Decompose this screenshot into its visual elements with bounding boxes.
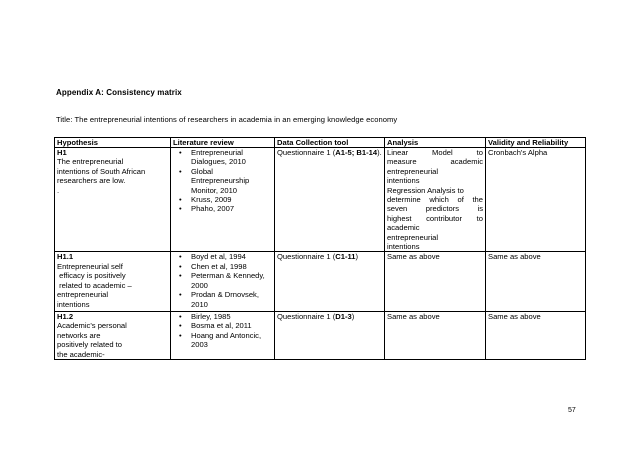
analysis-line: academic [387, 223, 420, 233]
tool-prefix: Questionnaire 1 ( [277, 148, 336, 157]
tool-code: D1-3 [335, 311, 352, 321]
literature-item: • Chen et al, 1998 [179, 262, 272, 271]
analysis-line: Linear Model to [387, 148, 483, 157]
literature-item: • Kruss, 2009 [179, 195, 272, 204]
hypothesis-id: H1.2 [57, 311, 74, 321]
hypothesis-line: entrepreneurial [57, 290, 109, 300]
hypothesis-cell [55, 148, 171, 252]
hypothesis-line: intentions [57, 299, 90, 309]
tool-prefix: Questionnaire 1 ( [277, 252, 336, 262]
validity-cell: Same as above [486, 311, 586, 359]
hypothesis-line: the academic- [57, 349, 105, 359]
validity-cell: Same as above [486, 252, 586, 311]
data-collection-cell [275, 252, 385, 311]
document-subtitle: Title: The entrepreneurial intentions of researchers in academia in an emerging knowledge economy [56, 115, 398, 124]
hypothesis-line: Entrepreneurial self [57, 261, 123, 271]
hypothesis-line: networks are [57, 330, 101, 340]
appendix-heading: Appendix A: Consistency matrix [56, 88, 182, 97]
tool-code: B1-14 [356, 148, 378, 157]
column-header-analysis: Analysis [385, 138, 486, 148]
page-number: 57 [568, 407, 576, 414]
literature-item: • Boyd et al, 1994 [179, 252, 272, 261]
table-header-row [55, 138, 586, 148]
analysis-line: determine which of the [387, 195, 483, 205]
hypothesis-line: efficacy is positively [57, 271, 126, 281]
tool-suffix: ). [377, 148, 382, 157]
analysis-cell: Same as above [385, 252, 486, 311]
hypothesis-line: The entrepreneurial [57, 157, 124, 167]
literature-item: • Peterman & Kennedy, 2000 [179, 271, 272, 290]
tool-code: C1-11 [335, 252, 356, 262]
data-collection-cell [275, 311, 385, 359]
literature-item: • Prodan & Drnovsek, 2010 [179, 290, 272, 309]
table-row [55, 252, 586, 311]
hypothesis-id: H1 [57, 148, 67, 157]
literature-item: • Global Entrepreneurship Monitor, 2010 [179, 167, 272, 195]
column-header-data-collection-tool: Data Collection tool [275, 138, 385, 148]
hypothesis-id: H1.1 [57, 252, 74, 262]
hypothesis-line: related to academic – [57, 280, 132, 290]
hypothesis-line: . [57, 185, 60, 195]
hypothesis-line: positively related to [57, 340, 123, 350]
literature-item: • Phaho, 2007 [179, 204, 272, 213]
hypothesis-line: intentions of South African [57, 166, 146, 176]
hypothesis-line: Academic's personal [57, 321, 127, 331]
literature-item: • Entrepreneurial Dialogues, 2010 [179, 148, 272, 167]
literature-cell [171, 252, 275, 311]
literature-cell [171, 148, 275, 252]
consistency-matrix-table [54, 137, 586, 360]
analysis-cell: Same as above [385, 311, 486, 359]
tool-suffix: ) [351, 311, 355, 321]
validity-cell: Cronbach's Alpha [486, 148, 586, 252]
hypothesis-line: researchers are low. [57, 176, 126, 186]
analysis-line: intentions [387, 242, 420, 252]
column-header-literature-review: Literature review [171, 138, 275, 148]
table-row [55, 311, 586, 359]
tool-suffix: ) [355, 252, 359, 262]
column-header-hypothesis: Hypothesis [55, 138, 171, 148]
analysis-line: intentions [387, 176, 420, 186]
literature-item: • Bosma et al, 2011 [179, 321, 272, 330]
tool-prefix: Questionnaire 1 ( [277, 311, 336, 321]
analysis-cell [385, 148, 486, 252]
literature-item: • Hoang and Antoncic, 2003 [179, 331, 272, 350]
analysis-line: entrepreneurial [387, 166, 439, 176]
analysis-line: entrepreneurial [387, 232, 439, 242]
literature-item: • Birley, 1985 [179, 312, 272, 321]
analysis-line: seven predictors is [387, 204, 483, 214]
literature-cell [171, 311, 275, 359]
table-row [55, 148, 586, 252]
column-header-validity: Validity and Reliability [486, 138, 586, 148]
analysis-line: highest contributor to [387, 213, 483, 223]
tool-code: A1-5; [335, 148, 355, 157]
analysis-line: measure academic [387, 157, 483, 167]
analysis-line: Regression Analysis to [387, 185, 464, 195]
data-collection-cell [275, 148, 385, 252]
hypothesis-cell [55, 252, 171, 311]
hypothesis-cell [55, 311, 171, 359]
